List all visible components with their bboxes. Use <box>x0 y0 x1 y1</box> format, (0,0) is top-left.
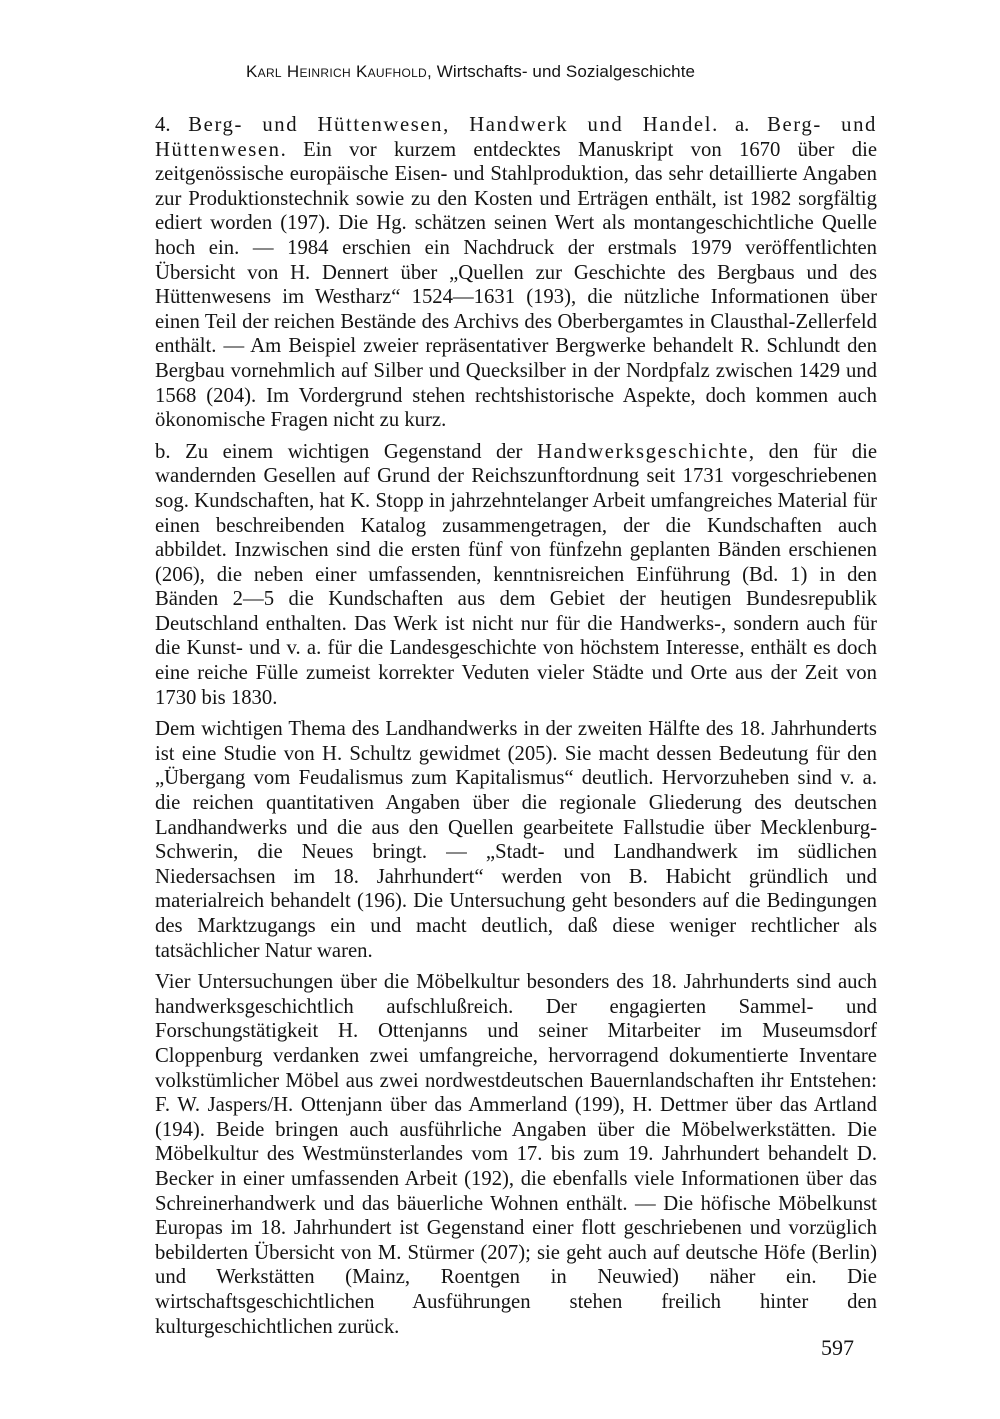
paragraph-moebelkultur: Vier Untersuchungen über die Möbelkultur besonders des 18. Jahrhunderts sind auch handwerksgeschichtlich aufschlußreich. Der engagierten Sammel- und Forschungstätigkeit H. Ottenjanns und seiner Mitarbeiter im Museumsdorf Cloppenburg verdanken zwei umfangreiche, hervorragend dokumentierte Inventare volkstümlicher Möbel aus zwei nordwestdeutschen Bauernlandschaften ihr Entstehen: F. W. Jaspers/H. Ottenjann über das Ammerland (199), H. Dettmer über das Artland (194). Beide bringen auch ausführliche Angaben über die Möbelwerkstätten. Die Möbelkultur des Westmünsterlandes vom 17. bis zum 19. Jahrhundert behandelt D. Becker in einer umfassenden Arbeit (192), die ebenfalls viele Informationen über das Schreinerhandwerk und das bäuerliche Wohnen enthält. — Die höfische Möbelkunst Europas im 18. Jahrhundert ist Gegenstand einer flott geschriebenen und vorzüglich bebilderten Übersicht von M. Stürmer (207); sie geht auch auf deutsche Höfe (Berlin) und Werkstätten (Mainz, Roentgen in Neuwied) näher ein. Die wirtschaftsgeschichtlichen Ausführungen stehen freilich hinter den kulturgeschichtlichen zurück. <box>155 971 877 1338</box>
page-number: 597 <box>821 1335 854 1360</box>
body-text <box>155 113 877 1339</box>
paragraph-text-after: , den für die wandernden Gesellen auf Grund der Reichszunftordnung seit 1731 vorgeschriebenen sog. Kundschaften, hat K. Stopp in jahrzehntelanger Arbeit umfangreiches Material für einen beschreibenden Katalog zusammengetragen, der die Kundschaften auch abbildet. Inzwischen sind die ersten fünf von fünfzehn geplanten Bänden erschienen (206), die neben einer umfassenden, kenntnisreichen Einführung (Bd. 1) in den Bänden 2—5 die Kundschaften aus dem Gebiet der heutigen Bundesrepublik Deutschland enthalten. Das Werk ist nicht nur für die Handwerks-, sondern auch für die Kunst- und v. a. für die Landesgeschichte von höchstem Interesse, enthält es doch eine reiche Fülle zumeist korrekter Veduten vieler Städte und Orte aus der Zeit von 1730 bis 1830. <box>155 440 878 709</box>
paragraph-text: . Ein vor kurzem entdecktes Manuskript von 1670 über die zeitgenössische europäische Eisen- und Stahlproduktion, das sehr detaillierte Angaben zur Produktionstechnik sowie zu den Kosten und Erträgen enthält, ist 1982 sorgfältig ediert worden (197). Die Hg. schätzen seinen Wert als montangeschichtliche Quelle hoch ein. — 1984 erschien ein Nachdruck der erstmals 1979 veröffentlichten Übersicht von H. Dennert über „Quellen zur Geschichte des Bergbaus und des Hüttenwesens im Westharz“ 1524—1631 (193), die nützliche Informationen über einen Teil der reichen Bestände des Archivs des Oberbergamtes in Clausthal-Zellerfeld enthält. — Am Beispiel zweier repräsentativer Bergwerke behandelt R. Schlundt den Bergbau vornehmlich auf Silber und Quecksilber in der Nordpfalz zwischen 1429 und 1568 (204). Im Vordergrund stehen rechtshistorische Aspekte, doch kommen auch ökonomische Fragen nicht zu kurz. <box>155 138 877 432</box>
running-head-separator: , <box>427 62 437 81</box>
emphasized-term: Handwerksgeschichte <box>537 440 749 463</box>
running-head-author: Karl Heinrich Kaufhold <box>246 62 428 81</box>
running-head <box>246 62 846 82</box>
paragraph-handwerksgeschichte <box>155 440 877 711</box>
subsection-heading: Berg- und Hüttenwesen <box>155 114 877 161</box>
paragraph-berg-huettenwesen <box>155 113 877 433</box>
section-number: 4. <box>155 114 189 136</box>
paragraph-text-before: b. Zu einem wichtigen Gegenstand der <box>155 440 537 463</box>
running-head-title: Wirtschafts- und Sozialgeschichte <box>436 62 696 81</box>
paragraph-landhandwerk: Dem wichtigen Thema des Landhandwerks in der zweiten Hälfte des 18. Jahrhunderts ist eine Studie von H. Schultz gewidmet (205). Sie macht dessen Bedeutung für den „Übergang vom Feudalismus zum Kapitalismus“ deutlich. Hervorzuheben sind v. a. die reichen quantitativen Angaben über die regionale Gliederung des deutschen Landhandwerks und die aus den Quellen gearbeitete Fallstudie über Mecklenburg-Schwerin, die Neues bringt. — „Stadt- und Landhandwerk im südlichen Niedersachsen im 18. Jahrhundert“ werden von B. Habicht gründlich und materialreich behandelt (196). Die Untersuchung geht besonders auf die Bedingungen des Marktzugangs ein und macht deutlich, daß diese weniger rechtlicher als tatsächlicher Natur waren. <box>155 718 877 962</box>
heading-separator: . a. <box>712 114 768 136</box>
section-heading: Berg- und Hüttenwesen, Handwerk und Handel <box>188 114 713 136</box>
